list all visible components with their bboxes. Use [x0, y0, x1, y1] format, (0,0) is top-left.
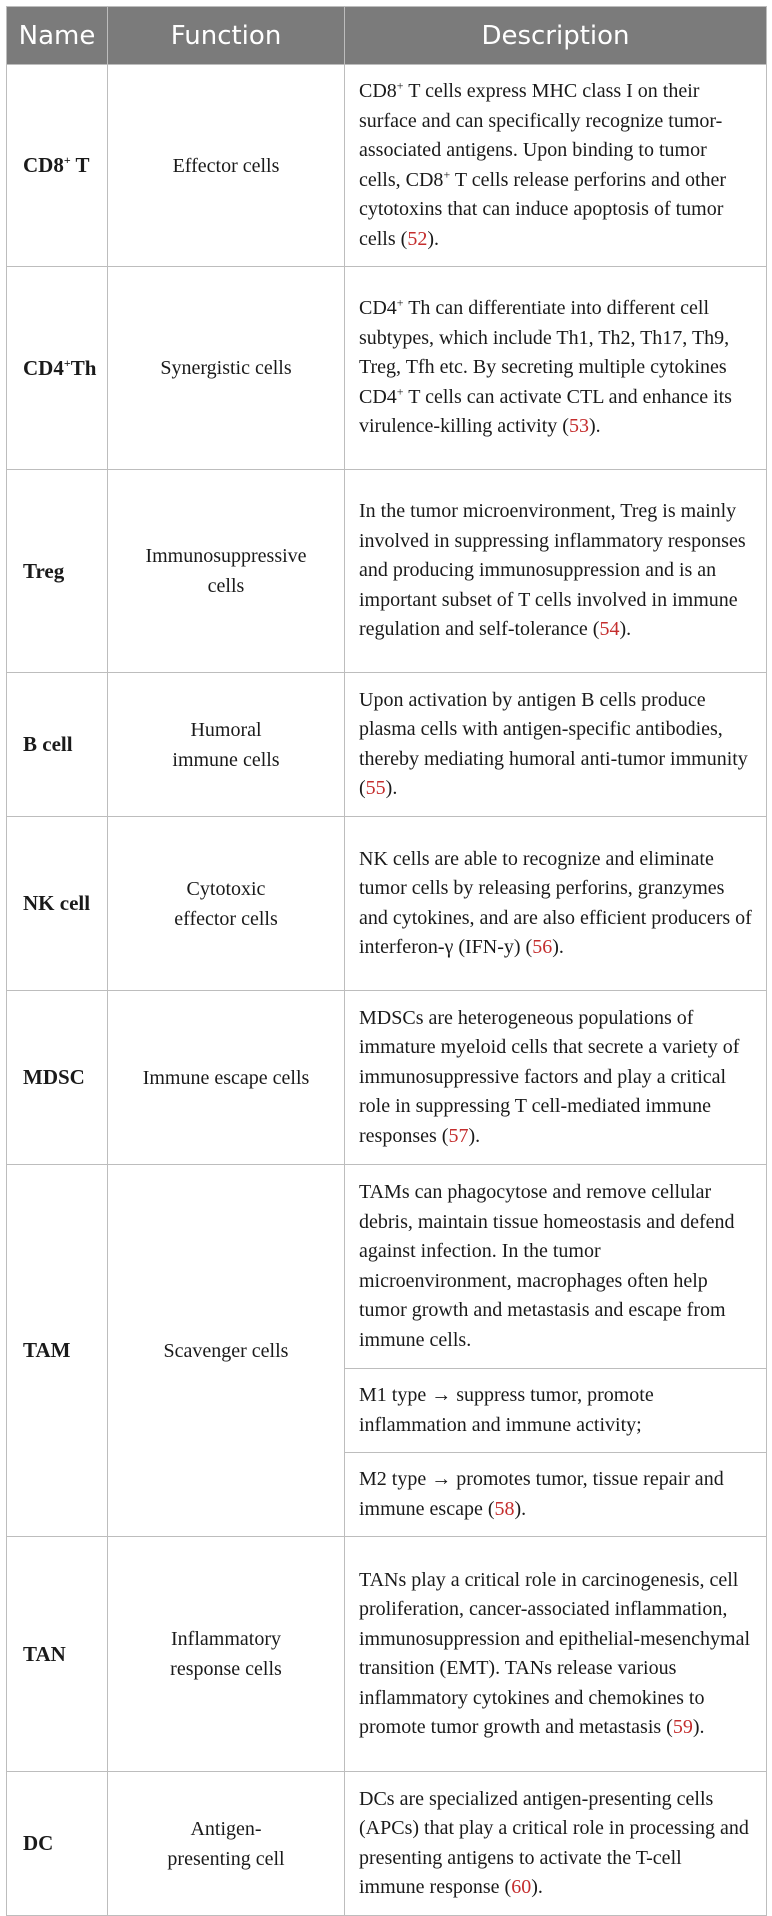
desc-text: NK cells are able to recognize and eliminate tumor cells by releasing perforins, granzymes and cytokines, and are also efficient producers of interferon-γ (IFN-y) ( — [359, 847, 752, 958]
cell-function — [108, 470, 345, 673]
cell-description — [345, 1772, 767, 1916]
desc-text: T cells express MHC class I on their surface and can specifically recognize tumor-associated antigens. Upon binding to tumor cells, CD8 — [359, 80, 723, 191]
cell-function — [108, 817, 345, 991]
column-header-description: Description — [345, 7, 767, 65]
name-text: CD8 — [23, 153, 64, 177]
function-line: Immunosuppressive — [145, 545, 307, 567]
table-row — [7, 267, 767, 470]
desc-text: ). — [588, 415, 601, 438]
cell-function: Scavenger cells — [108, 1165, 345, 1537]
reference-link[interactable]: 60 — [511, 1876, 532, 1898]
name-tail-text: Th — [70, 355, 97, 380]
cell-description — [345, 65, 767, 267]
table-row — [7, 65, 767, 267]
table — [6, 6, 767, 1916]
desc-text: MDSCs are heterogeneous populations of immature myeloid cells that secrete a variety of immunosuppressive factors and play a critical role in suppressing T cell-mediated immune responses ( — [359, 1006, 740, 1147]
desc-text: ). — [514, 1497, 527, 1520]
desc-text: ). — [619, 618, 632, 641]
desc-text: CD4 — [359, 297, 397, 320]
reference-link[interactable]: 52 — [407, 227, 428, 250]
desc-text: ). — [468, 1124, 481, 1147]
reference-link[interactable]: 53 — [568, 415, 589, 438]
function-line: response cells — [170, 1658, 282, 1680]
cell-name: TAM — [7, 1165, 108, 1537]
reference-link[interactable]: 55 — [365, 777, 386, 799]
name-text: CD4 — [23, 355, 64, 380]
function-line: immune cells — [172, 748, 280, 771]
desc-text: ). — [385, 777, 398, 799]
desc-text: In the tumor microenvironment, Treg is mainly involved in suppressing inflammatory responses and producing immunosuppression and is an important subset of T cells involved in immune regulation and self-tolerance ( — [359, 500, 746, 641]
desc-superscript: + — [443, 166, 451, 181]
desc-text: ). — [427, 227, 439, 250]
cell-description — [345, 267, 767, 470]
cell-description — [345, 1537, 767, 1772]
function-line: effector cells — [174, 907, 278, 930]
cell-description — [345, 817, 767, 991]
cell-function: Synergistic cells — [108, 267, 345, 470]
table-row — [7, 673, 767, 817]
desc-superscript: + — [396, 384, 404, 399]
cell-description — [345, 1453, 767, 1537]
desc-text: Upon activation by antigen B cells produce plasma cells with antigen-specific antibodies, thereby mediating humoral anti-tumor immunity ( — [359, 688, 748, 799]
name-tail-text: T — [70, 153, 90, 177]
desc-text: Th can differentiate into different cell subtypes, which include Th1, Th2, Th17, Th9, Treg, Tfh etc. By secreting multiple cytokines CD4 — [359, 297, 730, 408]
desc-text: ). — [552, 936, 564, 958]
desc-text: CD8 — [359, 80, 397, 102]
table-row — [7, 991, 767, 1165]
cell-name: B cell — [7, 673, 108, 817]
cell-function — [108, 1537, 345, 1772]
function-line: Inflammatory — [171, 1628, 281, 1650]
column-header-name: Name — [7, 7, 108, 65]
reference-link[interactable]: 56 — [532, 936, 553, 958]
desc-superscript: + — [396, 78, 404, 93]
reference-link[interactable]: 59 — [672, 1716, 693, 1738]
cell-function: Immune escape cells — [108, 991, 345, 1165]
desc-text: DCs are specialized antigen-presenting cells (APCs) that play a critical role in processing and presenting antigens to activate the T-cell immune response ( — [359, 1787, 749, 1898]
cell-function — [108, 673, 345, 817]
name-superscript: + — [63, 153, 71, 167]
column-header-function: Function — [108, 7, 345, 65]
desc-text: T cells release perforins and other cytotoxins that can induce apoptosis of tumor cells ( — [359, 168, 727, 250]
cell-name: NK cell — [7, 817, 108, 991]
cell-description — [345, 673, 767, 817]
table-row — [7, 817, 767, 991]
desc-text: T cells can activate CTL and enhance its virulence-killing activity ( — [359, 385, 732, 438]
cell-description: M1 type → suppress tumor, promote inflammation and immune activity; — [345, 1369, 767, 1453]
desc-superscript: + — [396, 295, 404, 310]
function-line: presenting cell — [167, 1847, 285, 1870]
name-superscript: + — [63, 355, 71, 370]
cell-name — [7, 65, 108, 267]
cell-name: Treg — [7, 470, 108, 673]
table-row — [7, 1772, 767, 1916]
function-line: Cytotoxic — [186, 877, 266, 900]
cell-description — [345, 991, 767, 1165]
function-line: cells — [207, 575, 245, 597]
function-line: Antigen- — [190, 1817, 262, 1840]
cell-name: TAN — [7, 1537, 108, 1772]
desc-text: ). — [692, 1716, 705, 1738]
reference-link[interactable]: 57 — [448, 1124, 469, 1147]
table-header-row — [7, 7, 767, 65]
desc-text: M2 type → promotes tumor, tissue repair and immune escape ( — [359, 1468, 724, 1520]
cell-description — [345, 470, 767, 673]
reference-link[interactable]: 54 — [599, 618, 620, 641]
desc-text: TANs play a critical role in carcinogenesis, cell proliferation, cancer-associated inflammation, immunosuppression and epithelial-mesenchymal transition (EMT). TANs release various inflammatory cytokines and chemokines to promote tumor growth and metastasis ( — [359, 1568, 751, 1738]
cell-name: MDSC — [7, 991, 108, 1165]
cell-function: Effector cells — [108, 65, 345, 267]
cell-function-table — [6, 6, 766, 1916]
cell-name — [7, 267, 108, 470]
table-row — [7, 1165, 767, 1369]
table-row — [7, 470, 767, 673]
table-row — [7, 1537, 767, 1772]
desc-text: ). — [531, 1876, 543, 1898]
cell-description: TAMs can phagocytose and remove cellular debris, maintain tissue homeostasis and defend against infection. In the tumor microenvironment, macrophages often help tumor growth and metastasis and escape from immune cells. — [345, 1165, 767, 1369]
cell-name: DC — [7, 1772, 108, 1916]
function-line: Humoral — [190, 718, 262, 741]
cell-function — [108, 1772, 345, 1916]
reference-link[interactable]: 58 — [494, 1497, 515, 1520]
